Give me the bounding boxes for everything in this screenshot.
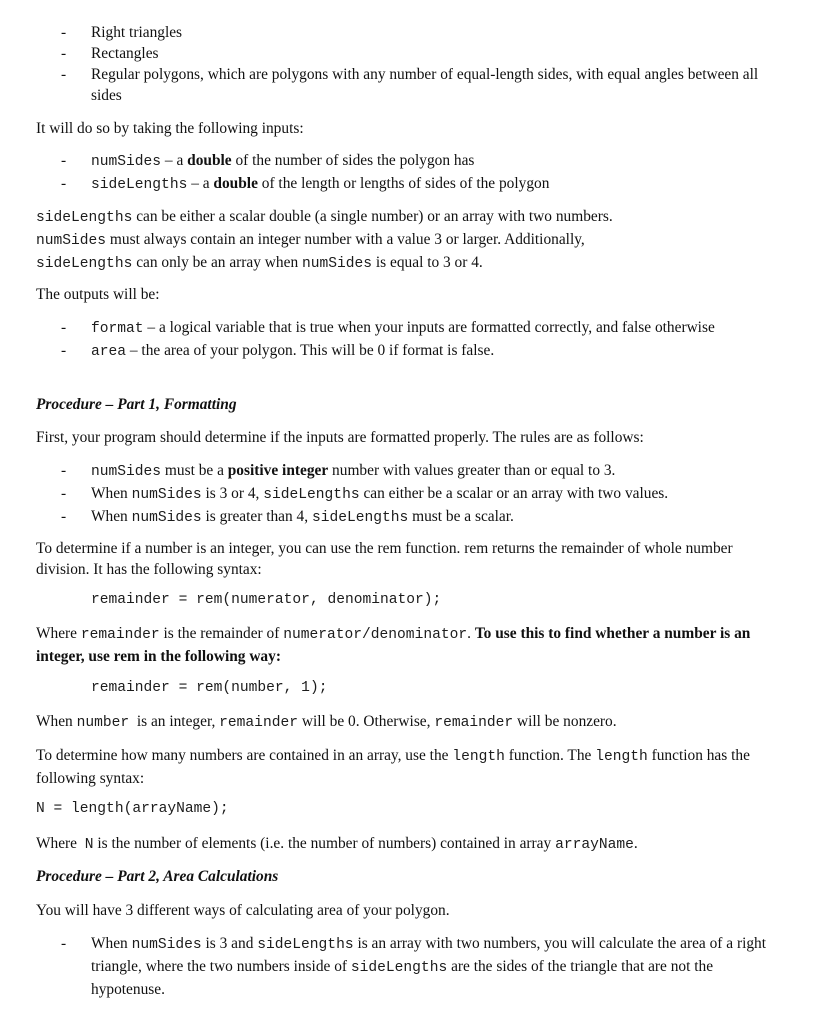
rem-explanation — [36, 623, 776, 667]
text: must be a — [161, 462, 228, 479]
list-item — [36, 173, 776, 196]
text: – a logical variable that is true when your inputs are formatted correctly, and false otherwise — [143, 319, 715, 336]
text: is the remainder of — [159, 625, 284, 642]
inputs-list — [36, 150, 776, 196]
list-item — [36, 506, 776, 529]
text: of the length or lengths of sides of the polygon — [257, 175, 550, 192]
remainder-explanation — [36, 711, 776, 734]
rules-list — [36, 460, 776, 529]
text: must be a scalar. — [408, 508, 514, 525]
text: function has the following syntax: — [36, 747, 750, 787]
text: will be 0. Otherwise, — [297, 713, 435, 730]
list-item — [36, 317, 776, 340]
code-term: remainder — [434, 715, 514, 731]
code-term: numSides — [91, 464, 162, 480]
text: must always contain an integer number with a value 3 or larger. Additionally, — [106, 231, 585, 248]
code-term: numSides — [36, 233, 107, 249]
rem-code-integer: remainder = rem(number, 1); — [91, 680, 328, 696]
code-term: numSides — [131, 487, 202, 503]
bold-text: positive integer — [227, 462, 329, 479]
code-term: sideLengths — [311, 510, 409, 526]
code-term: sideLengths — [257, 937, 354, 953]
text: – a — [187, 175, 214, 192]
constraint-line — [36, 206, 776, 229]
text: are the sides of the triangle that are not the hypotenuse. — [91, 958, 714, 998]
text: When — [91, 935, 132, 952]
length-intro — [36, 745, 776, 789]
code-term: numSides — [131, 510, 202, 526]
text: . — [633, 835, 638, 852]
text: can be either a scalar double (a single number) or an array with two numbers. — [132, 208, 613, 225]
code-term: sideLengths — [36, 256, 133, 272]
list-item — [36, 460, 776, 483]
rem-intro: To determine if a number is an integer, you can use the rem function. rem returns the remainder of whole number division. It has the following syntax: — [36, 540, 733, 578]
text: of the number of sides the polygon has — [231, 152, 475, 169]
input-type: double — [213, 175, 258, 192]
constraint-line — [36, 229, 776, 252]
input-name: numSides — [91, 154, 162, 170]
constraint-line — [36, 252, 776, 275]
text: Where — [36, 835, 85, 852]
text: number with values greater than or equal to 3. — [328, 462, 616, 479]
text: is the number of elements (i.e. the number of numbers) contained in array — [93, 835, 556, 852]
text: – a — [161, 152, 188, 169]
list-item — [36, 150, 776, 173]
shapes-list — [36, 22, 776, 106]
text: – the area of your polygon. This will be 0 if format is false. — [126, 342, 495, 359]
text: . — [467, 625, 475, 642]
length-explanation — [36, 833, 776, 856]
text: can only be an array when — [132, 254, 302, 271]
code-term: sideLengths — [263, 487, 360, 503]
code-term: length — [595, 749, 648, 765]
outputs-intro: The outputs will be: — [36, 286, 160, 303]
text: When — [36, 713, 77, 730]
inputs-intro: It will do so by taking the following inputs: — [36, 120, 304, 137]
part2-intro: You will have 3 different ways of calculating area of your polygon. — [36, 902, 450, 919]
text: function. The — [504, 747, 596, 764]
list-item — [36, 340, 776, 363]
code-term: sideLengths — [36, 210, 133, 226]
input-type: double — [187, 152, 232, 169]
text: will be nonzero. — [513, 713, 617, 730]
list-item: - Rectangles — [36, 43, 776, 64]
text: is equal to 3 or 4. — [372, 254, 483, 271]
length-code-example: N = length(arrayName); — [36, 801, 229, 817]
bold-text: To use this to find whether a number is an integer, use rem in the following way: — [36, 625, 751, 665]
list-item: - Right triangles — [36, 22, 776, 43]
area-methods-list — [36, 933, 776, 1000]
constraints-paragraph — [36, 206, 776, 275]
input-name: sideLengths — [91, 177, 188, 193]
list-item — [36, 933, 776, 1000]
text: Where — [36, 625, 81, 642]
text: When — [91, 485, 132, 502]
part1-intro: First, your program should determine if the inputs are formatted properly. The rules are as follows: — [36, 429, 644, 446]
text: is an array with two numbers, you will calculate the area of a right triangle, where the two numbers inside of — [91, 935, 767, 975]
text: is greater than 4, — [201, 508, 312, 525]
text: When — [91, 508, 132, 525]
code-term: N — [84, 837, 94, 853]
code-term: sideLengths — [350, 960, 448, 976]
list-item — [36, 483, 776, 506]
text: To determine how many numbers are contained in an array, use the — [36, 747, 453, 764]
output-name: area — [91, 344, 127, 360]
code-term: arrayName — [555, 837, 634, 853]
text: is 3 or 4, — [201, 485, 264, 502]
outputs-list — [36, 317, 776, 363]
output-name: format — [91, 321, 144, 337]
code-term: remainder — [80, 627, 160, 643]
code-term: remainder — [219, 715, 298, 731]
text: can either be a scalar or an array with two values. — [359, 485, 669, 502]
list-item: - Regular polygons, which are polygons with any number of equal-length sides, with equal angles between all sides — [36, 64, 776, 106]
text: is 3 and — [201, 935, 258, 952]
code-term: length — [452, 749, 505, 765]
part2-heading: Procedure – Part 2, Area Calculations — [36, 868, 279, 885]
text: is an integer, — [129, 713, 220, 730]
code-term: number — [76, 715, 130, 731]
rem-code-example: remainder = rem(numerator, denominator); — [91, 592, 442, 608]
code-term: numSides — [131, 937, 202, 953]
part1-heading: Procedure – Part 1, Formatting — [36, 396, 237, 413]
code-term: numerator/denominator — [283, 627, 468, 643]
code-term: numSides — [302, 256, 373, 272]
